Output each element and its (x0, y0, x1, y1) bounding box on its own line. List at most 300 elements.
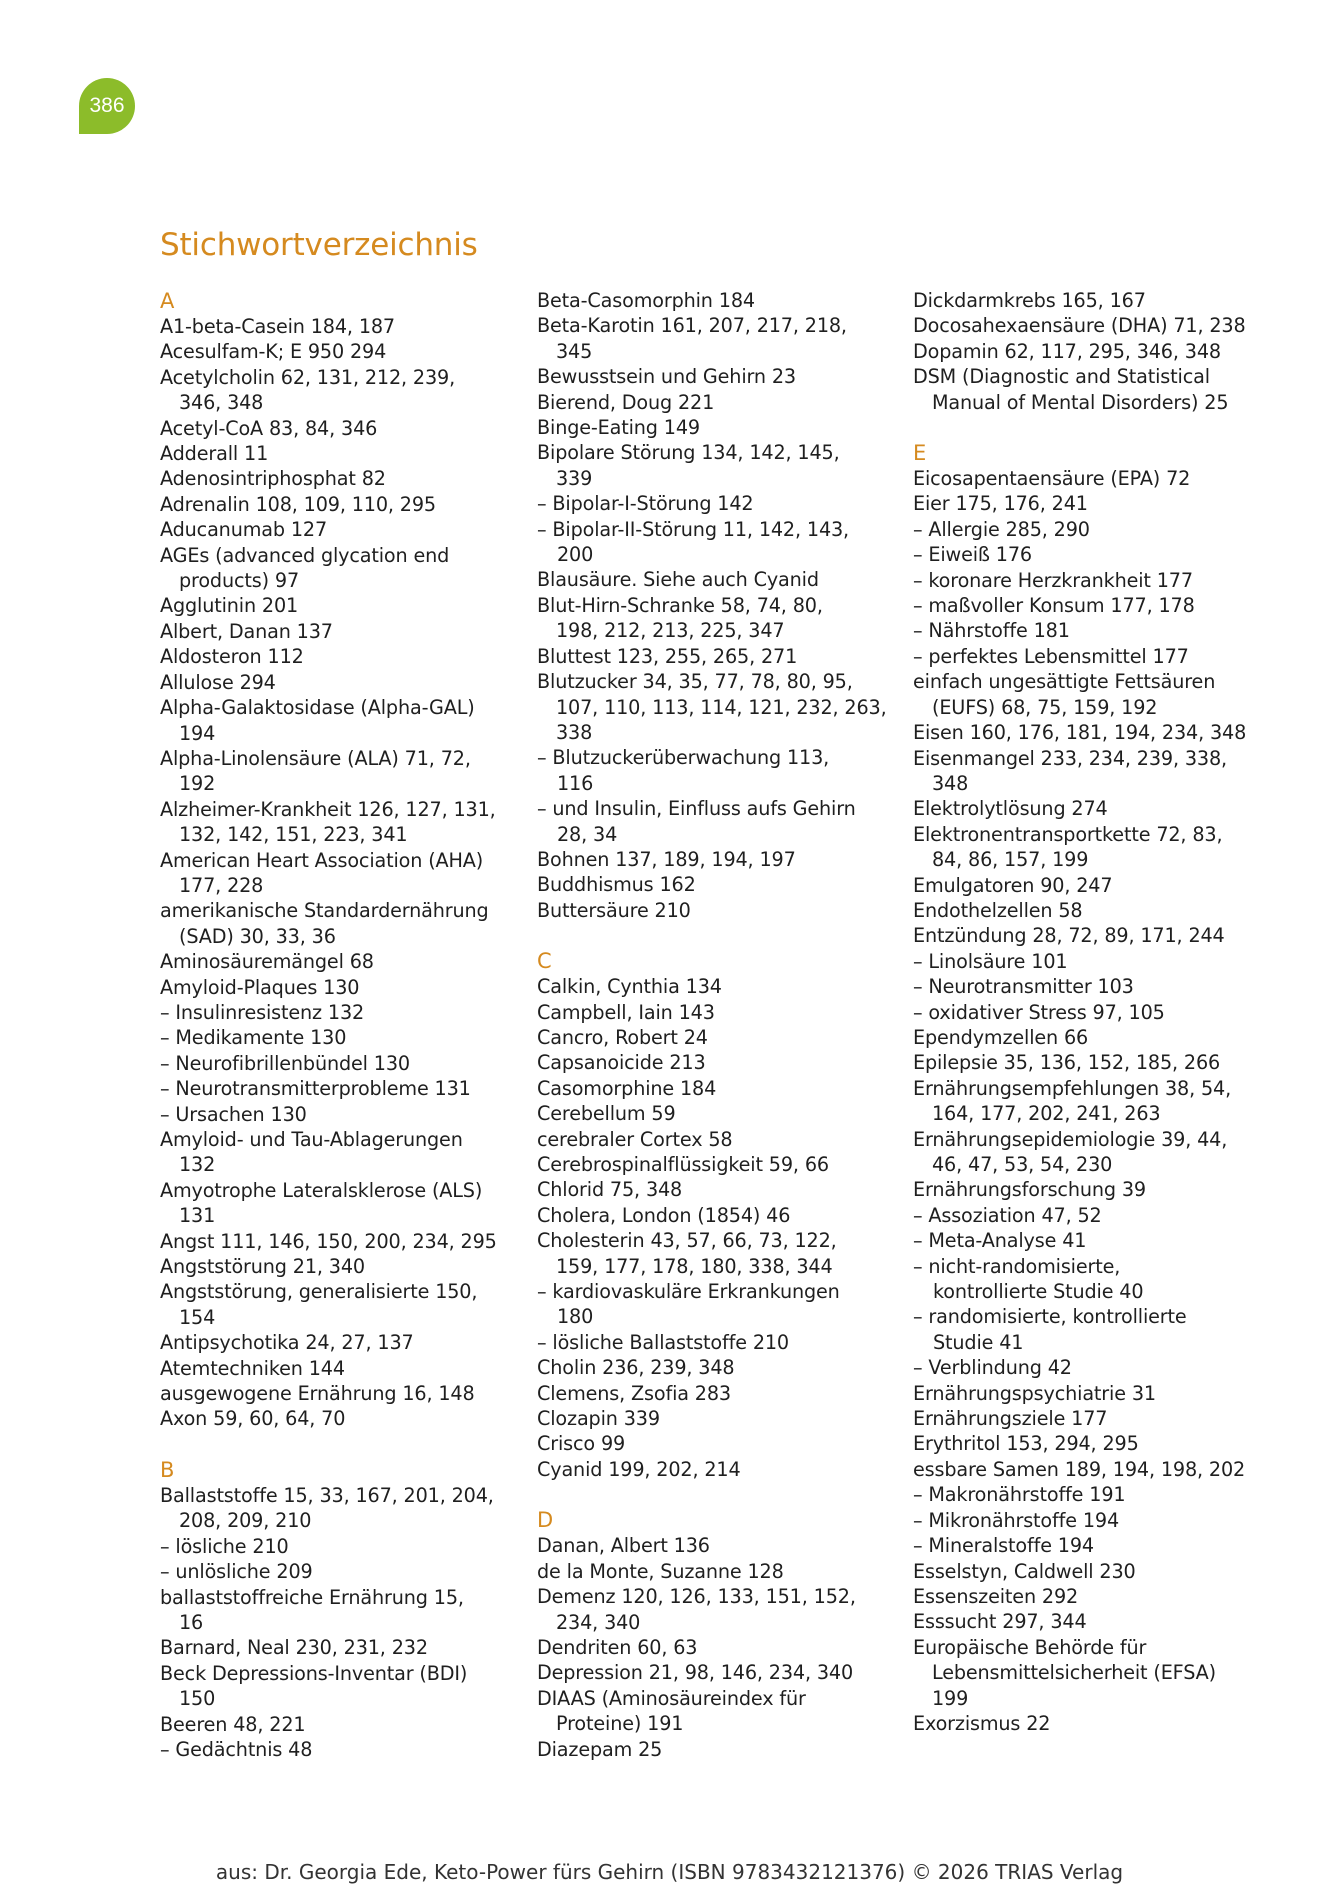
entry-continuation: 132, 142, 151, 223, 341 (179, 823, 408, 847)
entry-text: Antipsychotika 24, 27, 137 (160, 1331, 414, 1355)
index-subentry (913, 1228, 1253, 1253)
index-entry (913, 1127, 1253, 1178)
index-subentry (537, 517, 877, 568)
entry-text: Buttersäure 210 (537, 898, 691, 922)
entry-text: Demenz 120, 126, 133, 151, 152, (537, 1585, 856, 1609)
index-entry (160, 695, 500, 746)
entry-text: Aminosäuremängel 68 (160, 950, 374, 974)
entry-text: Blausäure. Siehe auch Cyanid (537, 568, 819, 592)
entry-text: Bohnen 137, 189, 194, 197 (537, 847, 796, 871)
entry-text: Cerebrospinalflüssigkeit 59, 66 (537, 1153, 829, 1176)
index-entry (913, 1559, 1253, 1584)
index-entry (913, 1635, 1253, 1686)
index-entry (160, 1254, 500, 1279)
index-entry (160, 543, 500, 594)
entry-text: Ernährungspsychiatrie 31 (913, 1381, 1156, 1405)
index-entry (537, 567, 877, 592)
entry-text: – randomisierte, kontrollierte (913, 1305, 1187, 1329)
index-entry (160, 898, 500, 949)
entry-text: – Mineralstoffe 194 (913, 1534, 1094, 1558)
index-subentry (913, 1203, 1253, 1228)
section-gap (160, 1432, 500, 1457)
entry-text: – Assoziation 47, 52 (913, 1203, 1102, 1227)
entry-text: Binge-Eating 149 (537, 416, 700, 440)
entry-text: – Nährstoffe 181 (913, 619, 1070, 643)
entry-continuation: 200 (557, 543, 594, 567)
index-entry (537, 669, 887, 720)
index-entry (537, 898, 877, 923)
entry-text: – Medikamente 130 (160, 1026, 347, 1050)
index-entry (913, 669, 1253, 720)
entry-continuation: 131 (179, 1204, 216, 1228)
entry-text: – Gedächtnis 48 (160, 1737, 313, 1761)
entry-continuation: 194 (179, 721, 216, 745)
entry-continuation: (EUFS) 68, 75, 159, 192 (932, 695, 1158, 719)
entry-text: Acetylcholin 62, 131, 212, 239, (160, 365, 456, 389)
entry-continuation: Proteine) 191 (556, 1712, 684, 1736)
entry-continuation: 338 (556, 720, 593, 744)
entry-text: – perfektes Lebensmittel 177 (913, 644, 1189, 668)
entry-text: essbare Samen 189, 194, 198, 202 (913, 1457, 1246, 1481)
entry-text: Angststörung 21, 340 (160, 1255, 365, 1279)
index-entry (160, 441, 500, 466)
entry-text: Elektrolytlösung 274 (913, 797, 1108, 821)
entry-text: Ballaststoffe 15, 33, 167, 201, 204, (160, 1483, 494, 1507)
entry-text: – Blutzuckerüberwachung 113, (537, 746, 830, 770)
source-footer: aus: Dr. Georgia Ede, Keto-Power fürs Gehirn (ISBN 9783432121376) © 2026 TRIAS Verlag (215, 1860, 1124, 1884)
entry-text: Alpha-Galaktosidase (Alpha-GAL) (160, 696, 475, 720)
index-title: Stichwortverzeichnis (160, 227, 478, 263)
index-entry (913, 1609, 1253, 1634)
entry-continuation: 339 (556, 466, 593, 490)
entry-text: DIAAS (Aminosäureindex für (537, 1686, 806, 1710)
index-column-3 (913, 288, 1253, 1736)
index-entry (160, 365, 500, 416)
entry-continuation: products) 97 (179, 569, 299, 593)
index-entry (537, 415, 877, 440)
index-entry (537, 974, 877, 999)
entry-text: Eicosapentaensäure (EPA) 72 (913, 467, 1191, 491)
index-entry (537, 872, 877, 897)
index-subentry (160, 1534, 500, 1559)
entry-continuation: 154 (179, 1305, 216, 1329)
index-subentry (160, 1025, 500, 1050)
entry-text: Ernährungsforschung 39 (913, 1178, 1146, 1202)
index-entry (160, 1178, 500, 1229)
index-entry (160, 1712, 500, 1737)
index-entry (537, 440, 877, 491)
entry-continuation: 46, 47, 53, 54, 230 (932, 1153, 1113, 1176)
entry-text: Bipolare Störung 134, 142, 145, (537, 441, 840, 465)
index-subentry (913, 949, 1253, 974)
entry-text: Ependymzellen 66 (913, 1025, 1089, 1049)
entry-text: Beeren 48, 221 (160, 1712, 306, 1736)
index-entry (537, 720, 877, 745)
index-entry (537, 1000, 877, 1025)
index-entry (537, 1660, 877, 1685)
entry-text: – Verblindung 42 (913, 1356, 1072, 1380)
index-entry (160, 1406, 500, 1431)
index-subentry (913, 517, 1253, 542)
index-subentry (913, 1000, 1253, 1025)
entry-continuation: 208, 209, 210 (179, 1509, 312, 1533)
section-gap (537, 923, 877, 948)
index-subentry (160, 1559, 500, 1584)
entry-continuation: 234, 340 (556, 1610, 641, 1634)
index-entry (913, 288, 1253, 313)
entry-text: de la Monte, Suzanne 128 (537, 1559, 784, 1583)
section-letter: E (913, 441, 927, 466)
entry-continuation: (SAD) 30, 33, 36 (179, 924, 336, 948)
entry-text: ballaststoffreiche Ernährung 15, (160, 1585, 464, 1609)
entry-text: – Neurotransmitter 103 (913, 975, 1134, 999)
entry-text: Emulgatoren 90, 247 (913, 873, 1113, 897)
index-subentry (160, 1076, 500, 1101)
index-entry (913, 1584, 1253, 1609)
index-entry (913, 1431, 1253, 1456)
entry-text: American Heart Association (AHA) (160, 848, 484, 872)
entry-continuation: 116 (557, 771, 594, 795)
index-entry (537, 288, 877, 313)
entry-text: Bewusstsein und Gehirn 23 (537, 365, 796, 389)
entry-text: Aldosteron 112 (160, 645, 304, 669)
entry-text: amerikanische Standardernährung (160, 899, 489, 923)
entry-text: – Bipolar-I-Störung 142 (537, 492, 754, 516)
index-subentry (913, 644, 1253, 669)
index-subentry (913, 974, 1253, 999)
entry-continuation: 192 (179, 772, 216, 796)
entry-text: – Meta-Analyse 41 (913, 1229, 1087, 1253)
index-subentry (913, 1355, 1253, 1380)
entry-continuation: Lebensmittelsicherheit (EFSA) (932, 1661, 1216, 1685)
entry-text: Erythritol 153, 294, 295 (913, 1432, 1139, 1456)
entry-text: Blut-Hirn-Schranke 58, 74, 80, (537, 593, 823, 617)
entry-text: Chlorid 75, 348 (537, 1178, 683, 1202)
index-entry (913, 923, 1253, 948)
entry-text: AGEs (advanced glycation end (160, 543, 450, 567)
entry-text: Allulose 294 (160, 670, 276, 694)
index-subentry (913, 593, 1253, 618)
entry-text: Calkin, Cynthia 134 (537, 975, 722, 999)
entry-continuation: 132 (179, 1153, 216, 1177)
entry-text: – Neurotransmitterprobleme 131 (160, 1077, 471, 1101)
entry-text: Eisenmangel 233, 234, 239, 338, (913, 746, 1227, 770)
entry-text: – koronare Herzkrankheit 177 (913, 568, 1193, 592)
entry-text: – Neurofibrillenbündel 130 (160, 1051, 410, 1075)
index-entry (537, 1431, 877, 1456)
index-subentry (913, 542, 1253, 567)
entry-text: Cyanid 199, 202, 214 (537, 1457, 741, 1481)
entry-text: Diazepam 25 (537, 1737, 663, 1761)
entry-text: Exorzismus 22 (913, 1711, 1051, 1735)
entry-text: Eier 175, 176, 241 (913, 492, 1088, 516)
index-entry (537, 1076, 877, 1101)
entry-text: Europäische Behörde für (913, 1635, 1147, 1659)
index-entry (913, 339, 1253, 364)
index-entry (537, 1228, 877, 1279)
entry-text: Ernährungsepidemiologie 39, 44, (913, 1127, 1228, 1151)
entry-text: einfach ungesättigte Fettsäuren (913, 670, 1216, 694)
index-entry (537, 1737, 877, 1762)
entry-text: cerebraler Cortex 58 (537, 1127, 733, 1151)
index-entry (537, 847, 877, 872)
index-entry (913, 1050, 1253, 1075)
index-column-2 (537, 288, 887, 1762)
index-subentry (913, 1482, 1253, 1507)
entry-text: Cancro, Robert 24 (537, 1025, 708, 1049)
entry-text: Aducanumab 127 (160, 518, 328, 542)
entry-text: Adenosintriphosphat 82 (160, 467, 386, 491)
section-letter: B (160, 1457, 175, 1482)
index-entry (160, 670, 500, 695)
index-entry (160, 949, 500, 974)
index-entry (537, 593, 877, 644)
entry-text: DSM (Diagnostic and Statistical (913, 365, 1210, 389)
index-entry (160, 746, 500, 797)
index-entry (537, 1559, 877, 1584)
index-subentry (160, 1051, 500, 1076)
entry-text: – nicht-randomisierte, (913, 1254, 1121, 1278)
entry-continuation: 150 (179, 1687, 216, 1711)
index-subentry (160, 1000, 500, 1025)
entry-text: Eisen 160, 176, 181, 194, 234, 348 (913, 721, 1247, 745)
entry-text: Endothelzellen 58 (913, 898, 1083, 922)
entry-continuation: 346, 348 (179, 391, 264, 415)
index-subentry (913, 1304, 1253, 1355)
section-gap (913, 415, 1253, 440)
index-subentry (537, 796, 877, 847)
entry-text: Epilepsie 35, 136, 152, 185, 266 (913, 1051, 1221, 1075)
index-entry (537, 1686, 877, 1737)
index-entry (537, 1533, 877, 1558)
section-letter: D (537, 1508, 554, 1533)
entry-text: Entzündung 28, 72, 89, 171, 244 (913, 924, 1225, 948)
entry-text: – lösliche Ballaststoffe 210 (537, 1330, 789, 1354)
entry-continuation: 348 (932, 771, 969, 795)
entry-text: Docosahexaensäure (DHA) 71, 238 (913, 314, 1246, 338)
index-entry (537, 1381, 877, 1406)
index-entry (913, 491, 1253, 516)
entry-text: Capsanoicide 213 (537, 1051, 706, 1075)
entry-text: Campbell, Iain 143 (537, 1000, 715, 1024)
index-entry (537, 364, 877, 389)
index-subentry (160, 1737, 500, 1762)
index-entry (160, 848, 500, 899)
index-entry (160, 492, 500, 517)
index-subentry (913, 1533, 1253, 1558)
entry-text: Adrenalin 108, 109, 110, 295 (160, 492, 436, 516)
index-entry (160, 619, 500, 644)
index-entry (913, 1686, 1253, 1711)
entry-text: – Allergie 285, 290 (913, 517, 1090, 541)
entry-text: Ernährungsempfehlungen 38, 54, (913, 1076, 1232, 1100)
entry-continuation: 177, 228 (179, 873, 264, 897)
index-entry (537, 313, 877, 364)
index-entry (537, 1050, 877, 1075)
entry-text: Cholera, London (1854) 46 (537, 1203, 791, 1227)
entry-text: Adderall 11 (160, 442, 269, 466)
index-subentry (537, 1279, 877, 1330)
index-entry (160, 797, 500, 848)
entry-text: – lösliche 210 (160, 1534, 289, 1558)
entry-text: Beta-Casomorphin 184 (537, 289, 755, 312)
index-entry (537, 1457, 877, 1482)
section-letter: C (537, 949, 552, 974)
index-entry (537, 644, 877, 669)
entry-text: – unlösliche 209 (160, 1560, 313, 1584)
index-entry (160, 1381, 500, 1406)
index-entry (160, 1661, 500, 1712)
index-entry (160, 1279, 500, 1330)
index-entry (913, 873, 1253, 898)
index-entry (537, 1584, 877, 1635)
index-entry (913, 1025, 1253, 1050)
entry-text: Danan, Albert 136 (537, 1534, 710, 1558)
entry-text: Amyloid- und Tau-Ablagerungen (160, 1128, 463, 1151)
index-entry (160, 975, 500, 1000)
index-subentry (913, 618, 1253, 643)
entry-text: Elektronentransportkette 72, 83, (913, 822, 1223, 846)
index-entry (537, 1635, 877, 1660)
entry-text: Axon 59, 60, 64, 70 (160, 1407, 346, 1431)
index-entry (160, 339, 500, 364)
index-entry (913, 822, 1253, 873)
entry-text: Clozapin 339 (537, 1407, 660, 1431)
index-subentry (913, 568, 1253, 593)
index-entry (537, 1101, 877, 1126)
index-subentry (160, 1102, 500, 1127)
entry-text: Acetyl-CoA 83, 84, 346 (160, 416, 378, 440)
entry-text: Blutzucker 34, 35, 77, 78, 80, 95, (537, 670, 853, 694)
index-entry (160, 517, 500, 542)
index-entry (160, 1585, 500, 1636)
entry-text: Crisco 99 (537, 1432, 626, 1456)
entry-text: Depression 21, 98, 146, 234, 340 (537, 1661, 854, 1685)
entry-text: Amyotrophe Lateralsklerose (ALS) (160, 1178, 483, 1202)
entry-continuation: 84, 86, 157, 199 (932, 848, 1089, 872)
entry-text: Alpha-Linolensäure (ALA) 71, 72, (160, 746, 471, 770)
entry-text: – Makronährstoffe 191 (913, 1483, 1126, 1507)
entry-text: Essenszeiten 292 (913, 1584, 1079, 1608)
entry-text: Ernährungsziele 177 (913, 1407, 1108, 1431)
entry-text: – Insulinresistenz 132 (160, 1000, 365, 1024)
entry-text: A1-beta-Casein 184, 187 (160, 315, 395, 338)
entry-continuation: Studie 41 (933, 1330, 1024, 1354)
entry-text: Cholesterin 43, 57, 66, 73, 122, (537, 1229, 837, 1253)
entry-text: Casomorphine 184 (537, 1076, 717, 1100)
index-entry (913, 1076, 1253, 1127)
entry-text: – Eiweiß 176 (913, 543, 1032, 567)
entry-text: Clemens, Zsofia 283 (537, 1381, 731, 1405)
entry-text: Atemtechniken 144 (160, 1356, 345, 1380)
entry-text: Alzheimer-Krankheit 126, 127, 131, (160, 797, 496, 821)
index-entry (913, 364, 1253, 415)
entry-continuation: Manual of Mental Disorders) 25 (932, 390, 1229, 414)
entry-text: ausgewogene Ernährung 16, 148 (160, 1382, 475, 1406)
entry-continuation: 199 (932, 1686, 969, 1710)
index-entry (913, 1457, 1253, 1482)
entry-text: Dendriten 60, 63 (537, 1635, 698, 1659)
entry-text: – maßvoller Konsum 177, 178 (913, 594, 1195, 618)
entry-continuation: 198, 212, 213, 225, 347 (556, 619, 785, 643)
entry-continuation: 164, 177, 202, 241, 263 (932, 1102, 1161, 1126)
index-entry (160, 593, 500, 618)
entry-text: Cerebellum 59 (537, 1102, 676, 1126)
index-entry (913, 313, 1253, 338)
entry-text: Acesulfam-K; E 950 294 (160, 340, 387, 364)
index-entry (160, 416, 500, 441)
index-entry (537, 1203, 877, 1228)
index-subentry (537, 745, 877, 796)
index-entry (160, 1635, 500, 1660)
entry-text: Bierend, Doug 221 (537, 390, 715, 414)
entry-text: Beta-Karotin 161, 207, 217, 218, (537, 314, 847, 338)
index-entry (537, 1177, 877, 1202)
index-entry (913, 720, 1253, 745)
entry-text: Esselstyn, Caldwell 230 (913, 1559, 1136, 1583)
index-subentry (537, 1330, 877, 1355)
entry-text: – oxidativer Stress 97, 105 (913, 1000, 1165, 1024)
index-entry (160, 1356, 500, 1381)
entry-text: Dopamin 62, 117, 295, 346, 348 (913, 339, 1221, 363)
entry-continuation: 159, 177, 178, 180, 338, 344 (556, 1254, 833, 1278)
entry-text: Esssucht 297, 344 (913, 1610, 1087, 1634)
entry-text: – Linolsäure 101 (913, 949, 1068, 973)
entry-text: Agglutinin 201 (160, 594, 299, 618)
index-subentry (913, 1508, 1253, 1533)
index-entry (913, 898, 1253, 923)
entry-text: – und Insulin, Einfluss aufs Gehirn (537, 797, 856, 821)
index-subentry (537, 491, 877, 516)
entry-text: – kardiovaskuläre Erkrankungen (537, 1280, 840, 1304)
entry-text: – Ursachen 130 (160, 1102, 307, 1126)
index-entry (537, 1355, 877, 1380)
index-entry (537, 1406, 877, 1431)
index-entry (913, 1177, 1253, 1202)
index-entry (160, 1330, 500, 1355)
index-entry (913, 466, 1253, 491)
entry-text: Albert, Danan 137 (160, 619, 333, 643)
index-entry (537, 1127, 877, 1152)
entry-continuation: 180 (557, 1305, 594, 1329)
index-subentry (913, 1254, 1253, 1305)
index-entry (913, 1381, 1253, 1406)
entry-text: Cholin 236, 239, 348 (537, 1356, 735, 1380)
index-entry (913, 746, 1253, 797)
entry-text: Dickdarmkrebs 165, 167 (913, 289, 1146, 312)
entry-text: Beck Depressions-Inventar (BDI) (160, 1661, 468, 1685)
index-entry (160, 1127, 500, 1178)
index-entry (537, 1025, 877, 1050)
entry-text: Angst 111, 146, 150, 200, 234, 295 (160, 1229, 497, 1253)
entry-text: Bluttest 123, 255, 265, 271 (537, 644, 798, 668)
entry-continuation: 28, 34 (557, 822, 618, 846)
index-entry (160, 1483, 500, 1534)
entry-continuation: 107, 110, 113, 114, 121, 232, 263, (556, 695, 887, 719)
index-entry (160, 644, 500, 669)
entry-continuation: 16 (179, 1610, 204, 1634)
section-gap (537, 1482, 877, 1507)
page-number-badge (79, 78, 135, 134)
entry-continuation: kontrollierte Studie 40 (933, 1280, 1144, 1304)
section-letter: A (160, 289, 175, 313)
index-entry (160, 466, 500, 491)
entry-text: Barnard, Neal 230, 231, 232 (160, 1636, 428, 1660)
index-entry (537, 1152, 877, 1177)
index-entry (160, 1229, 500, 1254)
entry-text: – Mikronährstoffe 194 (913, 1508, 1120, 1532)
index-entry (913, 1406, 1253, 1431)
